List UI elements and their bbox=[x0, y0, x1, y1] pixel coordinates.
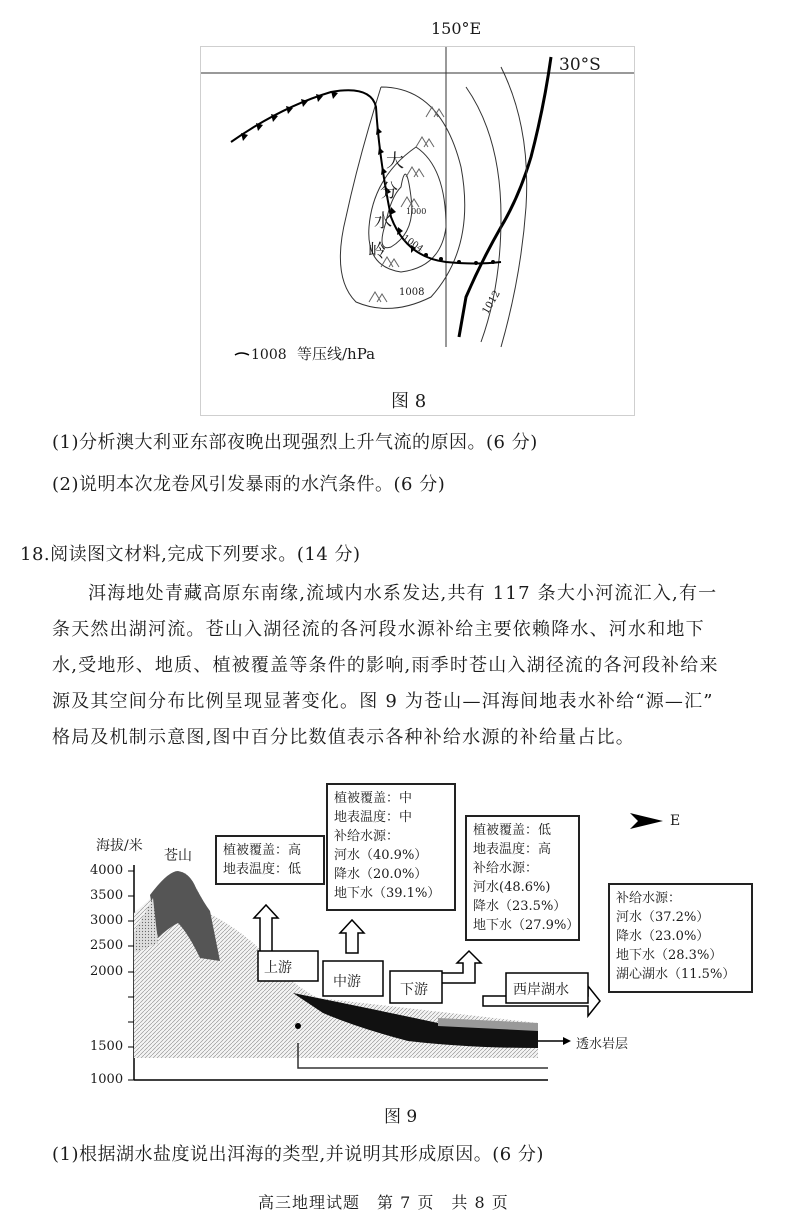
range-char-2: 分 bbox=[380, 181, 398, 202]
box-mid: 植被覆盖：中 地表温度：中 补给水源： 河水（40.9%） 降水（20.0%） 地下水（39.1%） bbox=[326, 783, 456, 911]
isobar-label-1000: 1000 bbox=[406, 207, 427, 216]
legend-value: 1008 bbox=[251, 347, 287, 363]
y-tick-2500: 2500 bbox=[90, 938, 124, 953]
box-upper: 植被覆盖：高 地表温度：低 bbox=[215, 835, 325, 885]
q17-sub2: (2)说明本次龙卷风引发暴雨的水汽条件。(6 分) bbox=[52, 474, 446, 495]
y-tick-4000: 4000 bbox=[90, 863, 124, 878]
q18-sub1: (1)根据湖水盐度说出洱海的类型,并说明其形成原因。(6 分) bbox=[52, 1144, 544, 1165]
range-char-1: 大 bbox=[386, 151, 404, 172]
peak-label: 苍山 bbox=[164, 848, 192, 864]
q18-line-2: 条天然出湖河流。苍山入湖径流的各河段水源补给主要依赖降水、河水和地下 bbox=[52, 619, 705, 640]
q18-line-5: 格局及机制示意图,图中百分比数值表示各种补给水源的补给量占比。 bbox=[52, 727, 635, 748]
y-tick-2000: 2000 bbox=[90, 964, 124, 979]
q18-line-3: 水,受地形、地质、植被覆盖等条件的影响,雨季时苍山入湖径流的各河段补给来 bbox=[52, 655, 719, 676]
q18-line-4: 源及其空间分布比例呈现显著变化。图 9 为苍山—洱海间地表水补给“源—汇” bbox=[52, 691, 714, 712]
upstream-label: 上游 bbox=[264, 960, 292, 976]
isobar-label-1008: 1008 bbox=[399, 287, 425, 298]
box-down: 植被覆盖：低 地表温度：高 补给水源： 河水(48.6%) 降水（23.5%） 地下水（27.9%） bbox=[465, 815, 580, 941]
lat-label: 30°S bbox=[559, 55, 601, 75]
downstream-label: 下游 bbox=[400, 982, 428, 998]
legend-text: 等压线/hPa bbox=[297, 345, 376, 363]
q18-heading: 18.阅读图文材料,完成下列要求。(14 分) bbox=[20, 544, 361, 565]
box-lake: 补给水源： 河水（37.2%） 降水（23.0%） 地下水（28.3%） 湖心湖水（11.5%） bbox=[608, 883, 753, 993]
range-char-3: 水 bbox=[374, 211, 392, 232]
page-footer: 高三地理试题 第 7 页 共 8 页 bbox=[258, 1193, 509, 1212]
y-tick-1000: 1000 bbox=[90, 1072, 124, 1087]
isobar-label-1004: 1004 bbox=[400, 233, 425, 255]
coastline bbox=[459, 57, 551, 337]
permeable-label: 透水岩层 bbox=[576, 1037, 629, 1052]
lon-label: 150°E bbox=[431, 19, 482, 38]
midstream-label: 中游 bbox=[333, 974, 361, 990]
figure-9-caption: 图 9 bbox=[384, 1107, 418, 1127]
q18-line-1: 洱海地处青藏高原东南缘,流域内水系发达,共有 117 条大小河流汇入,有一 bbox=[88, 583, 718, 604]
compass-label: E bbox=[670, 813, 681, 829]
isobar-label-1012: 1012 bbox=[480, 288, 503, 317]
legend-line bbox=[235, 353, 249, 355]
y-tick-1500: 1500 bbox=[90, 1039, 124, 1054]
y-axis-title: 海拔/米 bbox=[96, 838, 143, 854]
arrow-mid bbox=[340, 920, 364, 953]
west-shore-label: 西岸湖水 bbox=[513, 982, 569, 998]
east-arrow-icon bbox=[630, 813, 663, 829]
y-tick-3500: 3500 bbox=[90, 888, 124, 903]
mountain-symbols bbox=[369, 107, 444, 302]
figure-8-caption: 图 8 bbox=[391, 391, 427, 412]
q18-material bbox=[52, 576, 782, 756]
figure-9 bbox=[90, 783, 758, 1103]
figure-8 bbox=[200, 19, 635, 416]
cold-front bbox=[231, 90, 501, 263]
y-ticks bbox=[128, 871, 134, 1080]
y-tick-3000: 3000 bbox=[90, 913, 124, 928]
isobar-outer bbox=[501, 67, 527, 347]
q17-sub1: (1)分析澳大利亚东部夜晚出现强烈上升气流的原因。(6 分) bbox=[52, 432, 538, 453]
range-char-4: 岭 bbox=[368, 241, 386, 262]
